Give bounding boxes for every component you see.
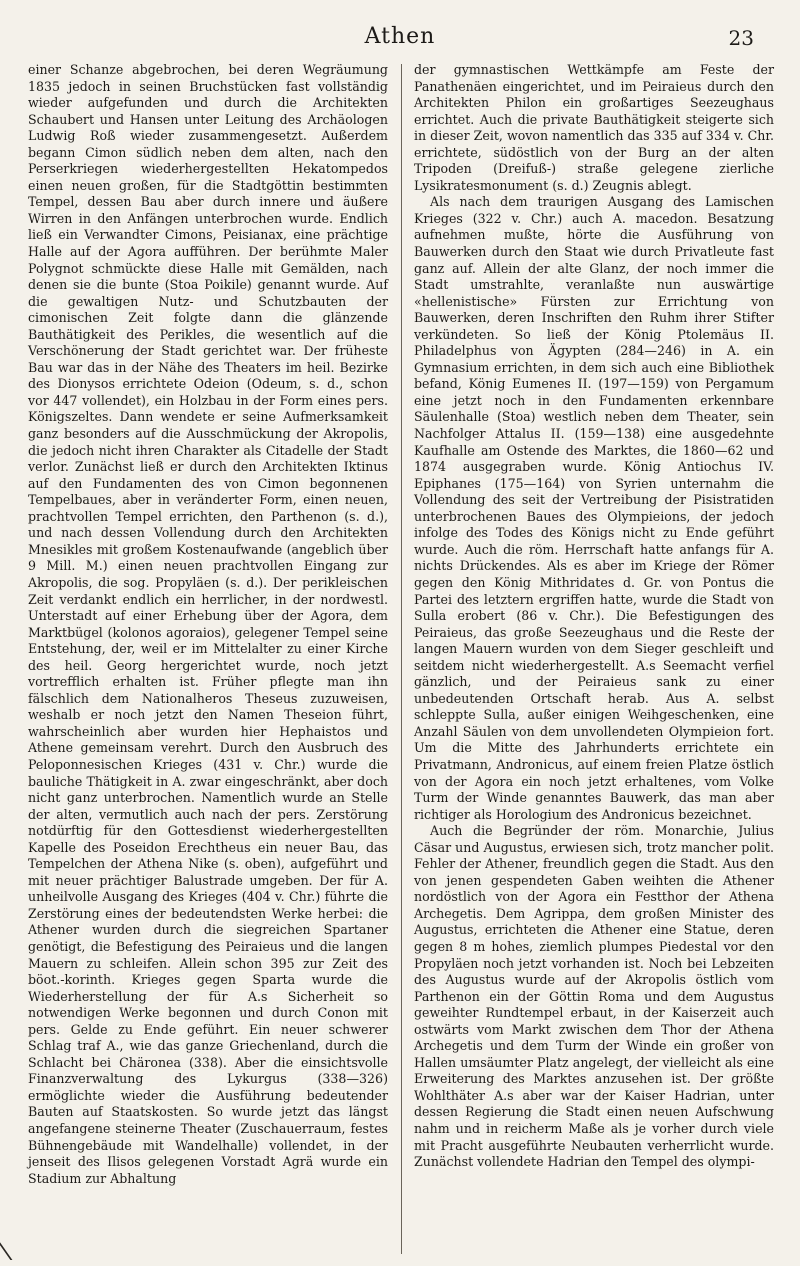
column-divider (401, 64, 402, 1254)
paragraph: Auch die Begründer der röm. Monarchie, Julius Cäsar und Augustus, erwiesen sich, trotz mancher polit. Fehler der Athener, freundlich gegen die Stadt. Aus den von jenen gespendeten Gaben weihten die Athener nordöstlich von der Agora ein Festthor der Athena Archegetis. Dem Agrippa, dem großen Minister des Augustus, errichteten die Athener eine Statue, deren gegen 8 m hohes, ziemlich plumpes Piedestal vor den Propyläen noch jetzt vorhanden ist. Noch bei Lebzeiten des Augustus wurde auf der Akropolis östlich vom Parthenon ein der Göttin Roma und dem Augustus geweihter Rundtempel erbaut, in der Kaiserzeit auch ostwärts vom Markt zwischen dem Thor der Athena Archegetis und dem Turm der Winde ein großer von Hallen umsäumter Platz angelegt, der vielleicht als eine Erweiterung des Marktes anzusehen ist. Der größte Wohlthäter A.s aber war der Kaiser Hadrian, unter dessen Regierung die Stadt einen neuen Aufschwung nahm und in reicherm Maße als je vorher durch viele mit Pracht ausgeführte Neubauten verherrlicht wurde. Zunächst vollendete Hadrian den Tempel des olympi- (414, 823, 774, 1170)
page-number: 23 (728, 26, 754, 50)
left-column (28, 62, 388, 1187)
paragraph: Als nach dem traurigen Ausgang des Lamischen Krieges (322 v. Chr.) auch A. macedon. Besatzung aufnehmen mußte, hörte die Ausführung von Bauwerken durch den Staat wie durch Privatleute fast ganz auf. Allein der alte Glanz, der noch immer die Stadt umstrahlte, veranlaßte nun auswärtige «hellenistische» Fürsten zur Errichtung von Bauwerken, deren Inschriften den Ruhm ihrer Stifter verkündeten. So ließ der König Ptolemäus II. Philadelphus von Ägypten (284—246) in A. ein Gymnasium errichten, in dem sich auch eine Bibliothek befand, König Eumenes II. (197—159) von Pergamum eine jetzt noch in den Fundamenten erkennbare Säulenhalle (Stoa) westlich neben dem Theater, sein Nachfolger Attalus II. (159—138) eine ausgedehnte Kaufhalle am Ostende des Marktes, die 1860—62 und 1874 ausgegraben wurde. König Antiochus IV. Epiphanes (175—164) von Syrien unternahm die Vollendung des seit der Vertreibung der Pisistratiden unterbrochenen Baues des Olympieions, der jedoch infolge des Todes des Königs nicht zu Ende geführt wurde. Auch die röm. Herrschaft hatte anfangs für A. nichts Drückendes. Als es aber im Kriege der Römer gegen den König Mithridates d. Gr. von Pontus die Partei des letztern ergriffen hatte, wurde die Stadt von Sulla erobert (86 v. Chr.). Die Befestigungen des Peiraieus, das große Seezeughaus und die Reste der langen Mauern wurden von dem Sieger geschleift und seitdem nicht wiederhergestellt. A.s Seemacht verfiel gänzlich, und der Peiraieus sank zu einer unbedeutenden Ortschaft herab. Aus A. selbst schleppte Sulla, außer einigen Weihgeschenken, eine Anzahl Säulen von dem unvollendeten Olympieion fort. Um die Mitte des Jahrhunderts errichtete ein Privatmann, Andronicus, auf einem freien Platze östlich von der Agora ein noch jetzt erhaltenes, vom Volke Turm der Winde genanntes Bauwerk, das man aber richtiger als Horologium des Andronicus bezeichnet. (414, 194, 774, 822)
text-columns (28, 62, 774, 1258)
page-header (0, 20, 800, 60)
paragraph: einer Schanze abgebrochen, bei deren Wegräumung 1835 jedoch in seinen Bruchstücken fast vollständig wieder aufgefunden und durch die Architekten Schaubert und Hansen unter Leitung des Archäologen Ludwig Roß wieder zusammengesetzt. Außerdem begann Cimon südlich neben dem alten, nach den Perserkriegen wiederhergestellten Hekatompedos einen neuen großen, für die Stadtgöttin bestimmten Tempel, dessen Bau aber durch innere und äußere Wirren in den Anfängen unterbrochen wurde. Endlich ließ ein Verwandter Cimons, Peisianax, eine prächtige Halle auf der Agora aufführen. Der berühmte Maler Polygnot schmückte diese Halle mit Gemälden, nach denen sie die bunte (Stoa Poikile) genannt wurde. Auf die gewaltigen Nutz- und Schutzbauten der cimonischen Zeit folgte dann die glänzende Bauthätigkeit des Perikles, die wesentlich auf die Verschönerung der Stadt gerichtet war. Der früheste Bau war das in der Nähe des Theaters im heil. Bezirke des Dionysos errichtete Odeion (Odeum, s. d., schon vor 447 vollendet), ein Holzbau in der Form eines pers. Königszeltes. Dann wendete er seine Aufmerksamkeit ganz besonders auf die Ausschmückung der Akropolis, die jedoch nicht ihren Charakter als Citadelle der Stadt verlor. Zunächst ließ er durch den Architekten Iktinus auf den Fundamenten des von Cimon begonnenen Tempelbaues, aber in veränderter Form, einen neuen, prachtvollen Tempel errichten, den Parthenon (s. d.), und nach dessen Vollendung durch den Architekten Mnesikles mit großem Kostenaufwande (angeblich über 9 Mill. M.) einen neuen prachtvollen Eingang zur Akropolis, die sog. Propyläen (s. d.). Der perikleischen Zeit verdankt endlich ein herrlicher, in der nordwestl. Unterstadt auf einer Erhebung über der Agora, dem Marktbügel (kolonos agoraios), gelegener Tempel seine Entstehung, der, weil er im Mittelalter zu einer Kirche des heil. Georg hergerichtet wurde, noch jetzt vortrefflich erhalten ist. Früher pflegte man ihn fälschlich dem Nationalheros Theseus zuzuweisen, weshalb er noch jetzt den Namen Theseion führt, wahrscheinlich aber wurden hier Hephaistos und Athene gemeinsam verehrt. Durch den Ausbruch des Peloponnesischen Krieges (431 v. Chr.) wurde die bauliche Thätigkeit in A. zwar eingeschränkt, aber doch nicht ganz unterbrochen. Namentlich wurde an Stelle der alten, vermutlich auch nach der pers. Zerstörung notdürftig für den Gottesdienst wiederhergestellten Kapelle des Poseidon Erechtheus ein neuer Bau, das Tempelchen der Athena Nike (s. oben), aufgeführt und mit neuer prächtiger Balustrade umgeben. Der für A. unheilvolle Ausgang des Krieges (404 v. Chr.) führte die Zerstörung eines der bedeutendsten Werke herbei: die Athener wurden durch die siegreichen Spartaner genötigt, die Befestigung des Peiraieus und die langen Mauern zu schleifen. Allein schon 395 zur Zeit des böot.-korinth. Krieges gegen Sparta wurde die Wiederherstellung der für A.s Sicherheit so notwendigen Werke begonnen und durch Conon mit pers. Gelde zu Ende geführt. Ein neuer schwerer Schlag traf A., wie das ganze Griechenland, durch die Schlacht bei Chäronea (338). Aber die einsichtsvolle Finanzverwaltung des Lykurgus (338—326) ermöglichte wieder die Ausführung bedeutender Bauten auf Staatskosten. So wurde jetzt das längst angefangene steinerne Theater (Zuschauerraum, festes Bühnengebäude mit Wandelhalle) vollendet, in der jenseit des Ilisos gelegenen Vorstadt Agrä wurde ein Stadium zur Abhaltung (28, 62, 388, 1186)
scan-mark (0, 1236, 28, 1260)
right-column (414, 62, 774, 1171)
paragraph: der gymnastischen Wettkämpfe am Feste der Panathenäen eingerichtet, und im Peiraieus durch den Architekten Philon ein großartiges Seezeughaus errichtet. Auch die private Bauthätigkeit steigerte sich in dieser Zeit, wovon namentlich das 335 auf 334 v. Chr. errichtete, südöstlich von der Burg an der alten Tripoden (Dreifuß-) straße gelegene zierliche Lysikratesmonument (s. d.) Zeugnis ablegt. (414, 62, 774, 193)
running-head: Athen (364, 24, 436, 49)
